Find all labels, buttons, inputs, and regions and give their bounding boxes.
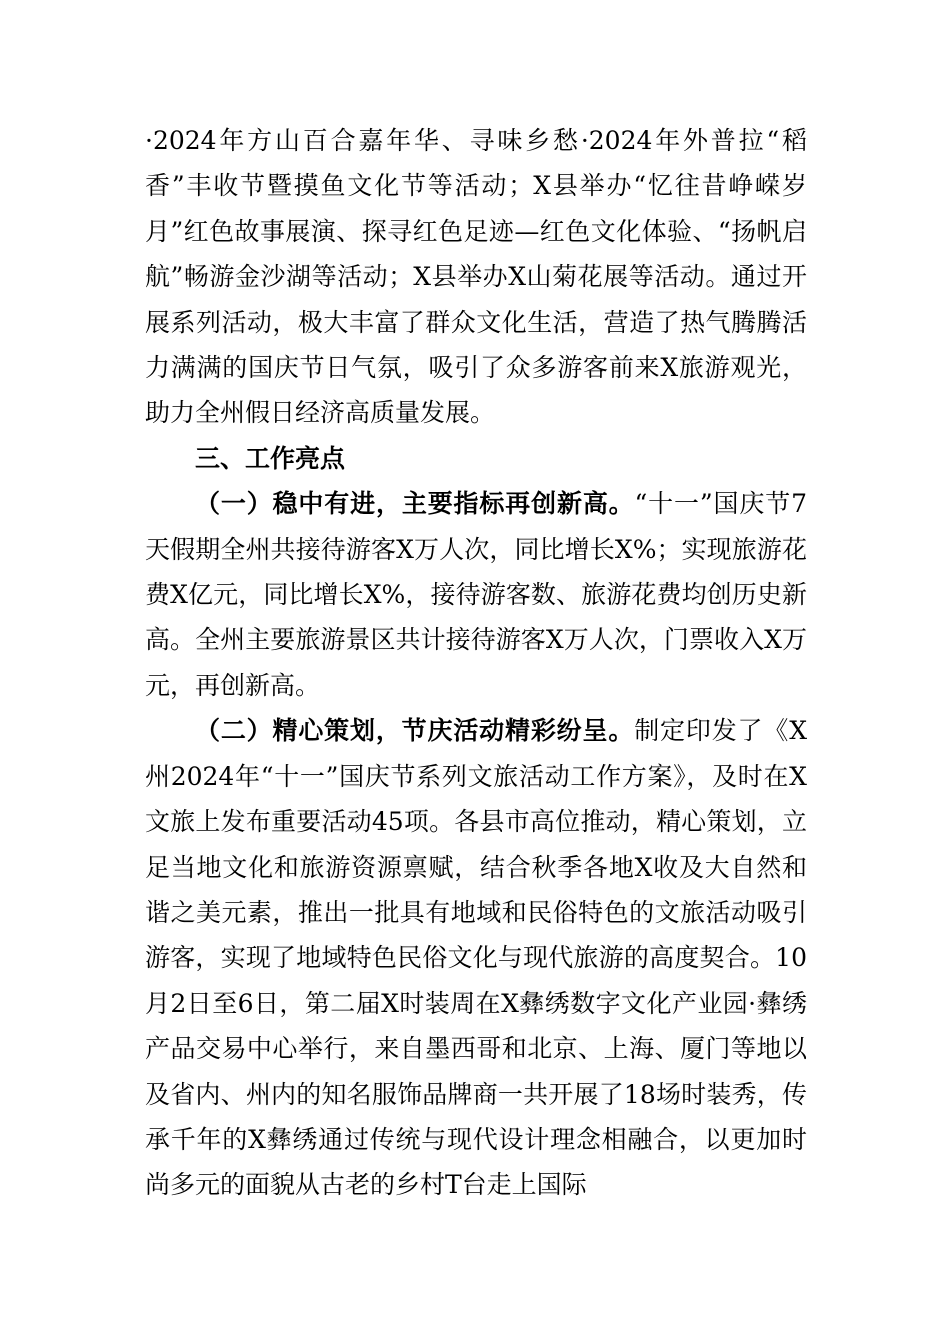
item-1-body: “十一”国庆节7天假期全州共接待游客X万人次，同比增长X%；实现旅游花费X亿元，同比增长X%，接待游客数、旅游花费均创历史新高。全州主要旅游景区共计接待游客X万人次，门票收入X万元，再创新高。 — [145, 489, 807, 700]
item-2-paragraph — [145, 708, 807, 1207]
item-2-title: （二）精心策划，节庆活动精彩纷呈。 — [195, 716, 635, 746]
item-1-title: （一）稳中有进，主要指标再创新高。 — [195, 489, 635, 519]
document-page — [145, 118, 807, 1208]
item-1-paragraph — [145, 481, 807, 708]
item-2-body: 制定印发了《X州2024年“十一”国庆节系列文旅活动工作方案》，及时在X文旅上发布重要活动45项。各县市高位推动，精心策划，立足当地文化和旅游资源禀赋，结合秋季各地X收及大自然和谐之美元素，推出一批具有地域和民俗特色的文旅活动吸引游客，实现了地域特色民俗文化与现代旅游的高度契合。10月2日至6日，第二届X时装周在X彝绣数字文化产业园·彝绣产品交易中心举行，来自墨西哥和北京、上海、厦门等地以及省内、州内的知名服饰品牌商一共开展了18场时装秀，传承千年的X彝绣通过传统与现代设计理念相融合，以更加时尚多元的面貌从古老的乡村T台走上国际 — [145, 716, 807, 1200]
paragraph-activities: ·2024年方山百合嘉年华、寻味乡愁·2024年外普拉“稻香”丰收节暨摸鱼文化节等活动；X县举办“忆往昔峥嵘岁月”红色故事展演、探寻红色足迹—红色文化体验、“扬帆启航”畅游金沙湖等活动；X县举办X山菊花展等活动。通过开展系列活动，极大丰富了群众文化生活，营造了热气腾腾活力满满的国庆节日气氛，吸引了众多游客前来X旅游观光，助力全州假日经济高质量发展。 — [145, 126, 807, 428]
section-heading: 三、工作亮点 — [195, 443, 346, 473]
